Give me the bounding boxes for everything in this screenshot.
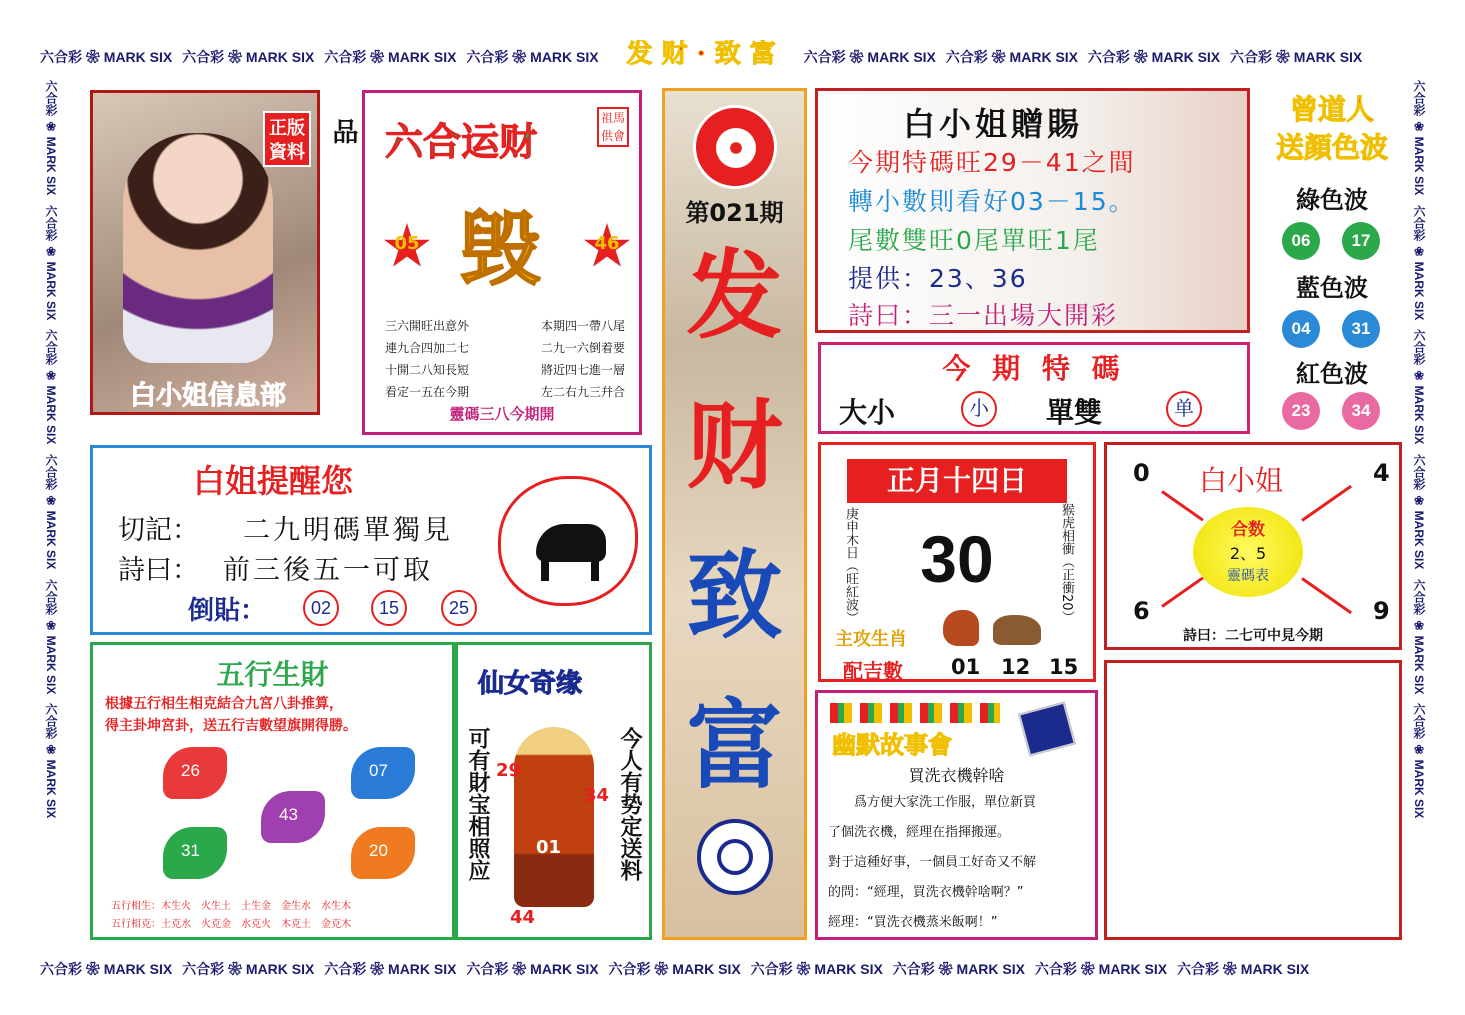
luck-footer: 靈碼三八今期開 (449, 405, 555, 423)
luck-poem-cell: 連九合四加二七 (385, 341, 470, 355)
frame-repeat-text: 六合彩 ❀ MARK SIX (1412, 703, 1426, 819)
story-headline: 買洗衣機幹啥 (908, 766, 1005, 785)
fairy-number: 44 (510, 907, 536, 928)
frame-repeat-text: 六合彩 ❀ MARK SIX (1412, 329, 1426, 445)
fairy-number: 01 (536, 837, 562, 858)
center-char-fa: 发 (686, 240, 783, 352)
frame-repeat-text: 六合彩 ❀ MARK SIX (1087, 49, 1221, 65)
wave-ball-green: 17 (1342, 222, 1380, 260)
special-title: 今 期 特 碼 (942, 352, 1126, 385)
story-line: 的問：“經理，買洗衣機幹啥啊？” (828, 885, 1024, 900)
frame-repeat-text: 六合彩 ❀ MARK SIX (1230, 49, 1363, 65)
match-label: 配吉數 (843, 659, 903, 683)
reminder-title: 白姐提醒您 (193, 462, 354, 500)
issue-number: 第021期 (685, 199, 784, 227)
frame-repeat-text: 六合彩 ❀ MARK SIX (1412, 454, 1426, 570)
wave-ball-blue: 31 (1342, 310, 1380, 348)
luck-poem-cell: 三六開旺出意外 (385, 319, 470, 333)
reminder-line2-text: 前三後五一可取 (223, 555, 433, 586)
bauhinia-flower-icon (716, 128, 756, 168)
frame-repeat-text: 六合彩 ❀ MARK SIX (803, 49, 936, 65)
horse-zodiac-icon (993, 615, 1041, 645)
frame-repeat-text: 六合彩 ❀ MARK SIX (750, 961, 883, 977)
frame-repeat-text: 六合彩 ❀ MARK SIX (1412, 80, 1426, 196)
luck-left-number: 05 (394, 233, 420, 254)
luck-poem-cell: 二九一六倒着要 (540, 341, 625, 355)
wave-title-1: 曾道人 (1289, 93, 1374, 126)
wave-label-blue: 藍色波 (1296, 274, 1368, 302)
element-flag (351, 827, 415, 879)
frame-repeat-text: 六合彩 ❀ MARK SIX (44, 454, 58, 570)
compass-center (1193, 507, 1303, 597)
frame-repeat-text: 六合彩 ❀ MARK SIX (1412, 578, 1426, 695)
five-desc: 得主卦坤宮卦，送五行吉數望旗開得勝。 (105, 718, 357, 734)
frame-repeat-text: 六合彩 ❀ MARK SIX (945, 49, 1079, 65)
frame-repeat-text: 六合彩 ❀ MARK SIX (324, 961, 457, 977)
blank-panel (1104, 660, 1402, 940)
compass-corner: 6 (1133, 597, 1150, 625)
top-frame-strip (40, 40, 1430, 68)
frame-repeat-text: 六合彩 ❀ MARK SIX (466, 49, 599, 65)
gift-line: 詩曰：三一出場大開彩 (848, 301, 1119, 330)
arrow-top-right-icon (1301, 485, 1352, 522)
fairy-left-text: 可有財宝相照应 (465, 727, 490, 881)
gift-line: 轉小數則看好03－15。 (848, 187, 1136, 216)
bottom-frame-strip (40, 955, 1430, 983)
five-elements-panel (90, 642, 455, 940)
match-number: 01 (951, 655, 981, 679)
frame-repeat-text: 六合彩 ❀ MARK SIX (40, 49, 173, 65)
element-flag (261, 791, 325, 843)
luck-poem-cell: 左二右九三幷合 (540, 385, 625, 399)
match-number: 12 (1001, 655, 1031, 679)
compass-corner: 9 (1373, 597, 1390, 625)
flag-number: 07 (369, 761, 388, 780)
compass-corner: 4 (1373, 459, 1390, 487)
dog-zodiac-icon (498, 476, 638, 606)
buddha-figure-icon (514, 727, 594, 907)
size-value: 小 (961, 391, 997, 427)
luck-poem-row (385, 359, 625, 381)
gift-title: 白小姐贈賜 (903, 105, 1084, 143)
top-center-slogan: 发 财 · 致 富 (626, 40, 776, 68)
compass-center-title: 合数 (1231, 520, 1265, 540)
frame-repeat-text: 六合彩 ❀ MARK SIX (44, 80, 58, 196)
wave-title-2: 送顏色波 (1275, 131, 1388, 164)
match-number: 15 (1049, 655, 1079, 679)
compass-center-nums: 2、5 (1229, 544, 1267, 563)
center-char-zhi: 致 (686, 540, 783, 652)
compass-panel (1104, 442, 1402, 650)
frame-repeat-text: 六合彩 ❀ MARK SIX (44, 578, 58, 695)
luck-poem (385, 315, 625, 403)
gift-line: 今期特碼旺29－41之間 (848, 148, 1136, 177)
five-rule: 五行相生：木生火 火生土 土生金 金生水 水生木 (111, 901, 351, 912)
compass-center-sub: 靈碼表 (1227, 568, 1269, 584)
frame-repeat-text: 六合彩 ❀ MARK SIX (40, 961, 173, 977)
luck-big-char: 毁 (460, 203, 540, 296)
color-wave-panel (1262, 88, 1402, 438)
frame-repeat-text: 六合彩 ❀ MARK SIX (44, 703, 58, 819)
wave-ball-green: 06 (1282, 222, 1320, 260)
fairy-right-text: 今人有势定送料 (617, 727, 642, 881)
gift-line: 提供：23、36 (848, 264, 1028, 293)
luck-poem-cell: 本期四一帶八尾 (540, 319, 625, 333)
compass-poem: 詩曰：二七可中見今期 (1183, 628, 1323, 644)
story-line: 了個洗衣機，經理在指揮搬運。 (828, 825, 1011, 840)
wave-ball-red: 23 (1282, 392, 1320, 430)
official-badge: 正版資料 (263, 111, 311, 167)
right-frame-strip (1408, 80, 1430, 950)
five-rule: 五行相克：土克水 火克金 水克火 木克土 金克木 (111, 919, 351, 930)
story-line: 經理：“買洗衣機蒸米飯啊！” (828, 915, 998, 930)
calendar-panel (818, 442, 1096, 682)
flag-number: 43 (279, 805, 298, 824)
parity-label: 單雙 (1046, 396, 1103, 429)
gift-panel (815, 88, 1250, 333)
center-char-fu: 富 (686, 690, 783, 802)
parity-value: 单 (1166, 391, 1202, 427)
publisher-vertical-text: 品 (328, 118, 358, 146)
frame-repeat-text: 六合彩 ❀ MARK SIX (608, 961, 741, 977)
compass-corner: 0 (1133, 459, 1150, 487)
book-icon (1018, 702, 1076, 757)
zodiac-label: 主攻生肖 (835, 629, 907, 650)
wave-ball-blue: 04 (1282, 310, 1320, 348)
paste-number: 02 (303, 590, 339, 626)
calendar-day: 30 (920, 522, 994, 596)
frame-repeat-text: 六合彩 ❀ MARK SIX (182, 49, 315, 65)
frame-repeat-text: 六合彩 ❀ MARK SIX (1177, 961, 1310, 977)
element-flag (351, 747, 415, 799)
luck-poem-cell: 看定一五在今期 (385, 385, 470, 399)
story-panel (815, 690, 1098, 940)
rooster-zodiac-icon (943, 610, 979, 646)
calendar-header: 正月十四日 (847, 459, 1067, 503)
flag-number: 20 (369, 841, 388, 860)
flag-number: 26 (181, 761, 200, 780)
reminder-panel (90, 445, 652, 635)
luck-poem-cell: 將近四七進一層 (540, 363, 625, 377)
story-banner: 幽默故事會 (832, 731, 952, 759)
fairy-title: 仙女奇缘 (478, 669, 583, 699)
fairy-number: 34 (584, 785, 610, 806)
luck-poem-cell: 十開二八知長短 (385, 363, 470, 377)
luck-title: 六合运财 (385, 119, 538, 164)
size-label: 大小 (839, 396, 896, 429)
luck-right-number: 46 (594, 233, 620, 254)
frame-repeat-text: 六合彩 ❀ MARK SIX (1412, 204, 1426, 321)
luck-poem-row (385, 315, 625, 337)
portrait-caption: 白小姐信息部 (129, 381, 286, 411)
frame-repeat-text: 六合彩 ❀ MARK SIX (44, 204, 58, 321)
calendar-right-note: 猴虎相衝（正衝20） (1059, 503, 1074, 624)
center-char-cai: 财 (686, 390, 783, 502)
gift-line: 尾數雙旺0尾單旺1尾 (848, 226, 1100, 255)
fairy-panel (455, 642, 652, 940)
five-title: 五行生財 (216, 658, 329, 691)
portrait-panel (90, 90, 320, 415)
flowers-decoration-icon (830, 703, 1000, 723)
model-photo (123, 133, 273, 363)
five-desc: 根據五行相生相克結合九宮八卦推算， (105, 696, 343, 712)
frame-repeat-text: 六合彩 ❀ MARK SIX (324, 49, 457, 65)
luck-panel (362, 90, 642, 435)
element-flag (163, 747, 227, 799)
frame-repeat-text: 六合彩 ❀ MARK SIX (182, 961, 315, 977)
story-line: 爲方便大家洗工作服，單位新買 (854, 795, 1037, 810)
bauhinia-emblem (693, 105, 777, 189)
frame-repeat-text: 六合彩 ❀ MARK SIX (892, 961, 1025, 977)
arrow-bottom-right-icon (1301, 577, 1352, 614)
luck-poem-row (385, 337, 625, 359)
wave-label-red: 紅色波 (1296, 360, 1368, 388)
paste-number: 15 (371, 590, 407, 626)
element-flag (163, 827, 227, 879)
compass-title: 白小姐 (1199, 464, 1284, 497)
left-frame-strip (40, 80, 62, 950)
frame-repeat-text: 六合彩 ❀ MARK SIX (466, 961, 599, 977)
frame-repeat-text: 六合彩 ❀ MARK SIX (44, 329, 58, 445)
center-column (662, 88, 807, 940)
flag-number: 31 (181, 841, 200, 860)
reminder-line2-label: 詩曰： (118, 555, 199, 586)
story-line: 對于這種好事，一個員工好奇又不解 (828, 855, 1037, 870)
reminder-line1-label: 切記： (118, 515, 199, 546)
paste-label: 倒貼： (188, 596, 267, 626)
calendar-left-note: 庚申木日（旺紅波） (843, 507, 858, 624)
special-code-panel (818, 342, 1250, 434)
paste-number: 25 (441, 590, 477, 626)
frame-repeat-text: 六合彩 ❀ MARK SIX (1034, 961, 1168, 977)
fairy-number: 29 (496, 760, 522, 781)
jockey-club-logo-icon (697, 819, 773, 895)
reminder-line1-text: 二九明碼單獨見 (243, 515, 453, 546)
wave-label-green: 綠色波 (1296, 186, 1368, 214)
luck-poem-row (385, 381, 625, 403)
wave-ball-red: 34 (1342, 392, 1380, 430)
luck-stamp: 祖馬供會 (597, 107, 629, 147)
